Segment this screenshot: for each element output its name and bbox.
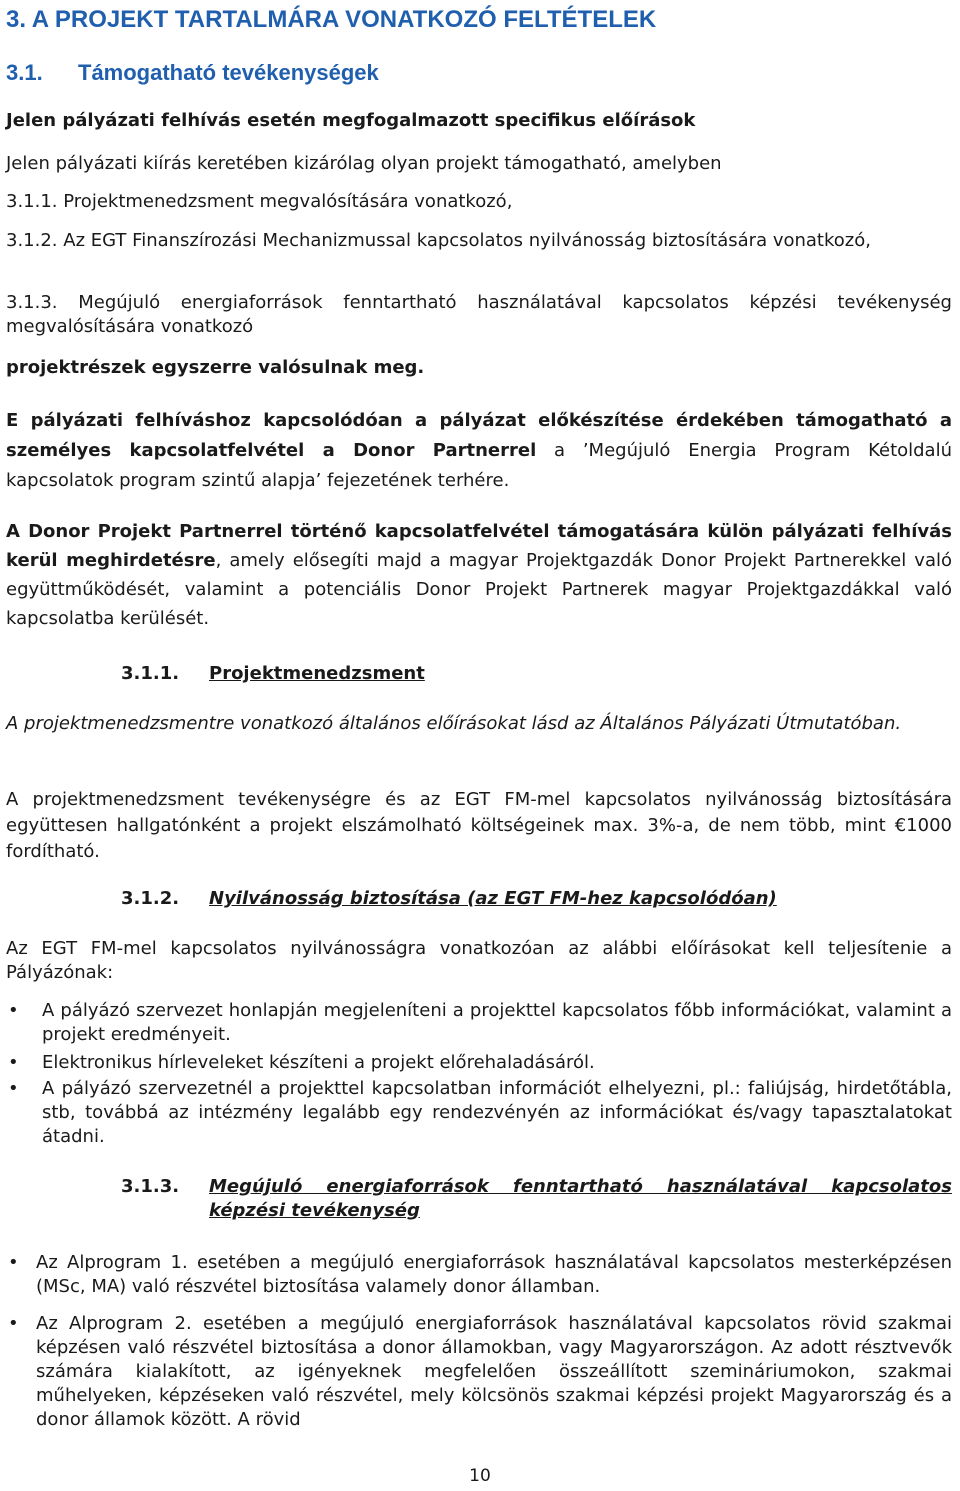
list-item: • Elektronikus hírleveleket készíteni a projekt előrehaladásáról.: [8, 1052, 595, 1073]
list-item: • A pályázó szervezet honlapján megjeleníteni a projekttel kapcsolatos főbb információkat, valamint a projekt eredményeit.: [8, 1000, 952, 1045]
item-313: [6, 291, 952, 339]
paragraph-rest: a ’Megújuló Energia Program Kétoldalú kapcsolatok program szintű alapja’ fejezetének terhére.: [6, 440, 952, 491]
bullet-icon: •: [8, 1052, 19, 1073]
subsection-title: Megújuló energiaforrások fenntartható használatával kapcsolatos képzési tevékenység: [209, 1176, 952, 1221]
subsection-number: 3.1.3.: [121, 1176, 180, 1197]
bullet-icon: •: [8, 1000, 19, 1021]
item-312: [6, 229, 952, 253]
item-text: Az EGT Finanszírozási Mechanizmussal kapcsolatos nyilvánosság biztosítására vonatkozó,: [63, 230, 871, 251]
list-item: • Az Alprogram 1. esetében a megújuló energiaforrások használatával kapcsolatos mesterképzésen (MSc, MA) való részvétel biztosítása valamely donor államban.: [8, 1252, 952, 1297]
subsection-number: 3.1.1.: [121, 663, 180, 684]
list-item: • A pályázó szervezetnél a projekttel kapcsolatban információt elhelyezni, pl.: faliújság, hirdetőtábla, stb, továbbá az intézmény legalább egy rendezvényén az információkat és/vagy tapasztalatokat átadni.: [8, 1078, 952, 1147]
section-number: 3.1.: [6, 60, 43, 85]
subsection-title: Projektmenedzsment: [209, 663, 425, 684]
paragraph-donor-partner: [6, 517, 952, 633]
subsection-title: Nyilvánosság biztosítása (az EGT FM-hez kapcsolódóan): [209, 888, 777, 909]
bullet-icon: •: [8, 1313, 19, 1334]
item-number: 3.1.2.: [6, 230, 58, 251]
subsection-number: 3.1.2.: [121, 888, 180, 909]
item-number: 3.1.1.: [6, 191, 58, 212]
paragraph-personal-contact: [6, 406, 952, 496]
publicity-intro: Az EGT FM-mel kapcsolatos nyilvánosságra vonatkozóan az alábbi előírásokat kell teljesítenie a Pályázónak:: [6, 938, 952, 983]
paragraph-bold-part: E pályázati felhíváshoz kapcsolódóan a pályázat előkészítése érdekében támogatható a személyes kapcsolatfelvétel a Donor Partnerrel: [6, 410, 952, 461]
publicity-requirements-list: [0, 999, 952, 1155]
bullet-icon: •: [8, 1078, 19, 1099]
item-number: 3.1.3.: [6, 292, 58, 313]
pm-cost-limit-text: A projektmenedzsment tevékenységre és az EGT FM-mel kapcsolatos nyilvánosság biztosítására együttesen hallgatónként a projekt elszámolható költségeinek max. 3%-a, de nem több, mint €1000 fordítható.: [6, 789, 952, 862]
list-item: • Az Alprogram 2. esetében a megújuló energiaforrások használatával kapcsolatos rövid szakmai képzésen való részvétel biztosítása a donor államokban, vagy Magyarországon. Az adott résztvevők számára kialakított, az igényeknek megfelelően összeállított szemináriumokon, szakmai műhelyeken, képzéseken való részvétel, mely kölcsönös szakmai képzési projekt Magyarország és a donor államok között. A rövid: [8, 1313, 952, 1430]
bullet-icon: •: [8, 1252, 19, 1273]
item-text: Megújuló energiaforrások fenntartható használatával kapcsolatos képzési tevékenység megvalósítására vonatkozó: [6, 292, 952, 337]
training-activities-list: [0, 1251, 952, 1438]
section-heading: [6, 59, 379, 87]
items-conclusion: projektrészek egyszerre valósulnak meg.: [6, 357, 425, 378]
intro-text: Jelen pályázati kiírás keretében kizárólag olyan projekt támogatható, amelyben: [6, 153, 722, 174]
pm-general-note: A projektmenedzsmentre vonatkozó általános előírásokat lásd az Általános Pályázati Útmutatóban.: [6, 713, 902, 734]
chapter-heading: 3. A PROJEKT TARTALMÁRA VONATKOZÓ FELTÉTELEK: [6, 6, 657, 33]
section-title: Támogatható tevékenységek: [78, 60, 379, 85]
paragraph-bold-part: A Donor Projekt Partnerrel történő kapcsolatfelvétel támogatására külön pályázati felhívás kerül meghirdetésre: [6, 521, 952, 571]
subsection-311-heading: [121, 662, 952, 686]
item-text: Projektmenedzsment megvalósítására vonatkozó,: [63, 191, 513, 212]
item-311: [6, 190, 952, 214]
spec-heading: Jelen pályázati felhívás esetén megfogalmazott specifikus előírások: [6, 110, 696, 131]
paragraph-rest: , amely elősegíti majd a magyar Projektgazdák Donor Projekt Partnerekkel való együttműködését, valamint a potenciális Donor Projekt Partnerek magyar Projektgazdákkal való kapcsolatba kerülését.: [6, 550, 952, 629]
subsection-313-heading: [121, 1175, 952, 1223]
page-number: 10: [469, 1466, 491, 1486]
subsection-312-heading: [121, 887, 952, 911]
